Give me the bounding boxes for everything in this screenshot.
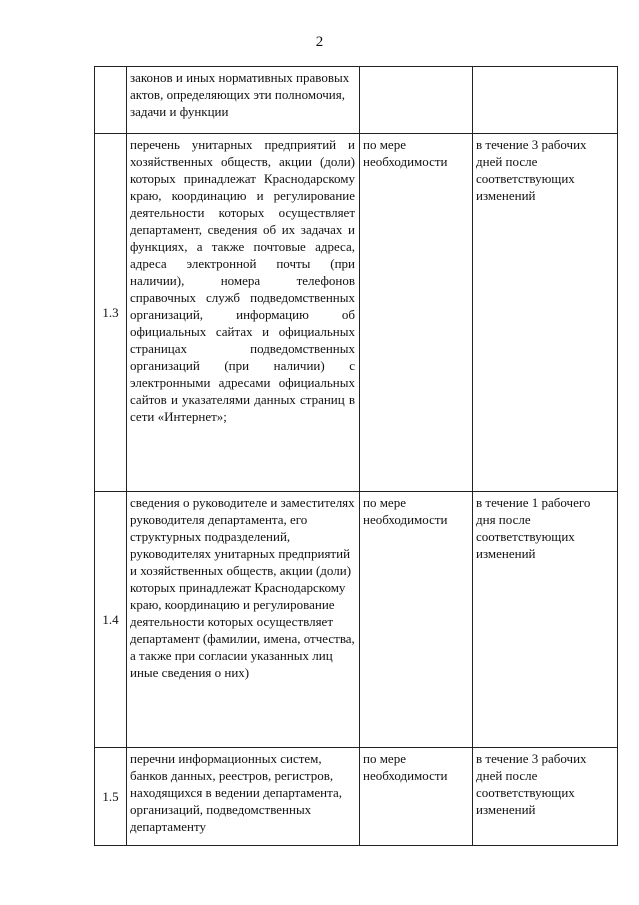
item-description-cell: перечни информационных систем, банков данных, реестров, регистров, находящихся в ведении департамента, организаций, подведомственных департаменту xyxy=(127,748,360,846)
item-number-cell: 1.3 xyxy=(95,134,127,492)
item-term-cell: в течение 3 рабочих дней после соответствующих изменений xyxy=(473,134,618,492)
table-row xyxy=(95,67,618,134)
item-frequency-cell: по мере необходимости xyxy=(360,748,473,846)
table-row xyxy=(95,748,618,846)
item-number-cell: 1.4 xyxy=(95,492,127,748)
item-description-cell: сведения о руководителе и заместителях руководителя департамента, его структурных подразделений, руководителях унитарных предприятий и хозяйственных обществ, акции (доли) которых принадлежат Краснодарскому краю, координацию и регулирование деятельности которых осуществляет департамент (фамилии, имена, отчества, а также при согласии указанных лиц иные сведения о них) xyxy=(127,492,360,748)
item-description-cell: перечень унитарных предприятий и хозяйственных обществ, акции (доли) которых принадлежат Краснодарскому краю, координацию и регулирование деятельности которых осуществляет департамент, сведения об их задачах и функциях, а также почтовые адреса, адреса электронной почты (при наличии), номера телефонов справочных служб подведомственных организаций, информацию об официальных сайтах и официальных страницах подведомственных организаций (при наличии) с электронными адресами официальных сайтов и указателями данных страниц в сети «Интернет»; xyxy=(127,134,360,492)
table-row xyxy=(95,492,618,748)
item-term-cell xyxy=(473,67,618,134)
publication-schedule-table xyxy=(94,66,618,846)
item-frequency-cell: по мере необходимости xyxy=(360,134,473,492)
page-number: 2 xyxy=(315,34,324,50)
item-term-cell: в течение 3 рабочих дней после соответствующих изменений xyxy=(473,748,618,846)
item-frequency-cell: по мере необходимости xyxy=(360,492,473,748)
table-row xyxy=(95,134,618,492)
item-term-cell: в течение 1 рабочего дня после соответствующих изменений xyxy=(473,492,618,748)
item-number-cell: 1.5 xyxy=(95,748,127,846)
item-description-cell: законов и иных нормативных правовых актов, определяющих эти полномочия, задачи и функции xyxy=(127,67,360,134)
item-number-cell xyxy=(95,67,127,134)
item-frequency-cell xyxy=(360,67,473,134)
